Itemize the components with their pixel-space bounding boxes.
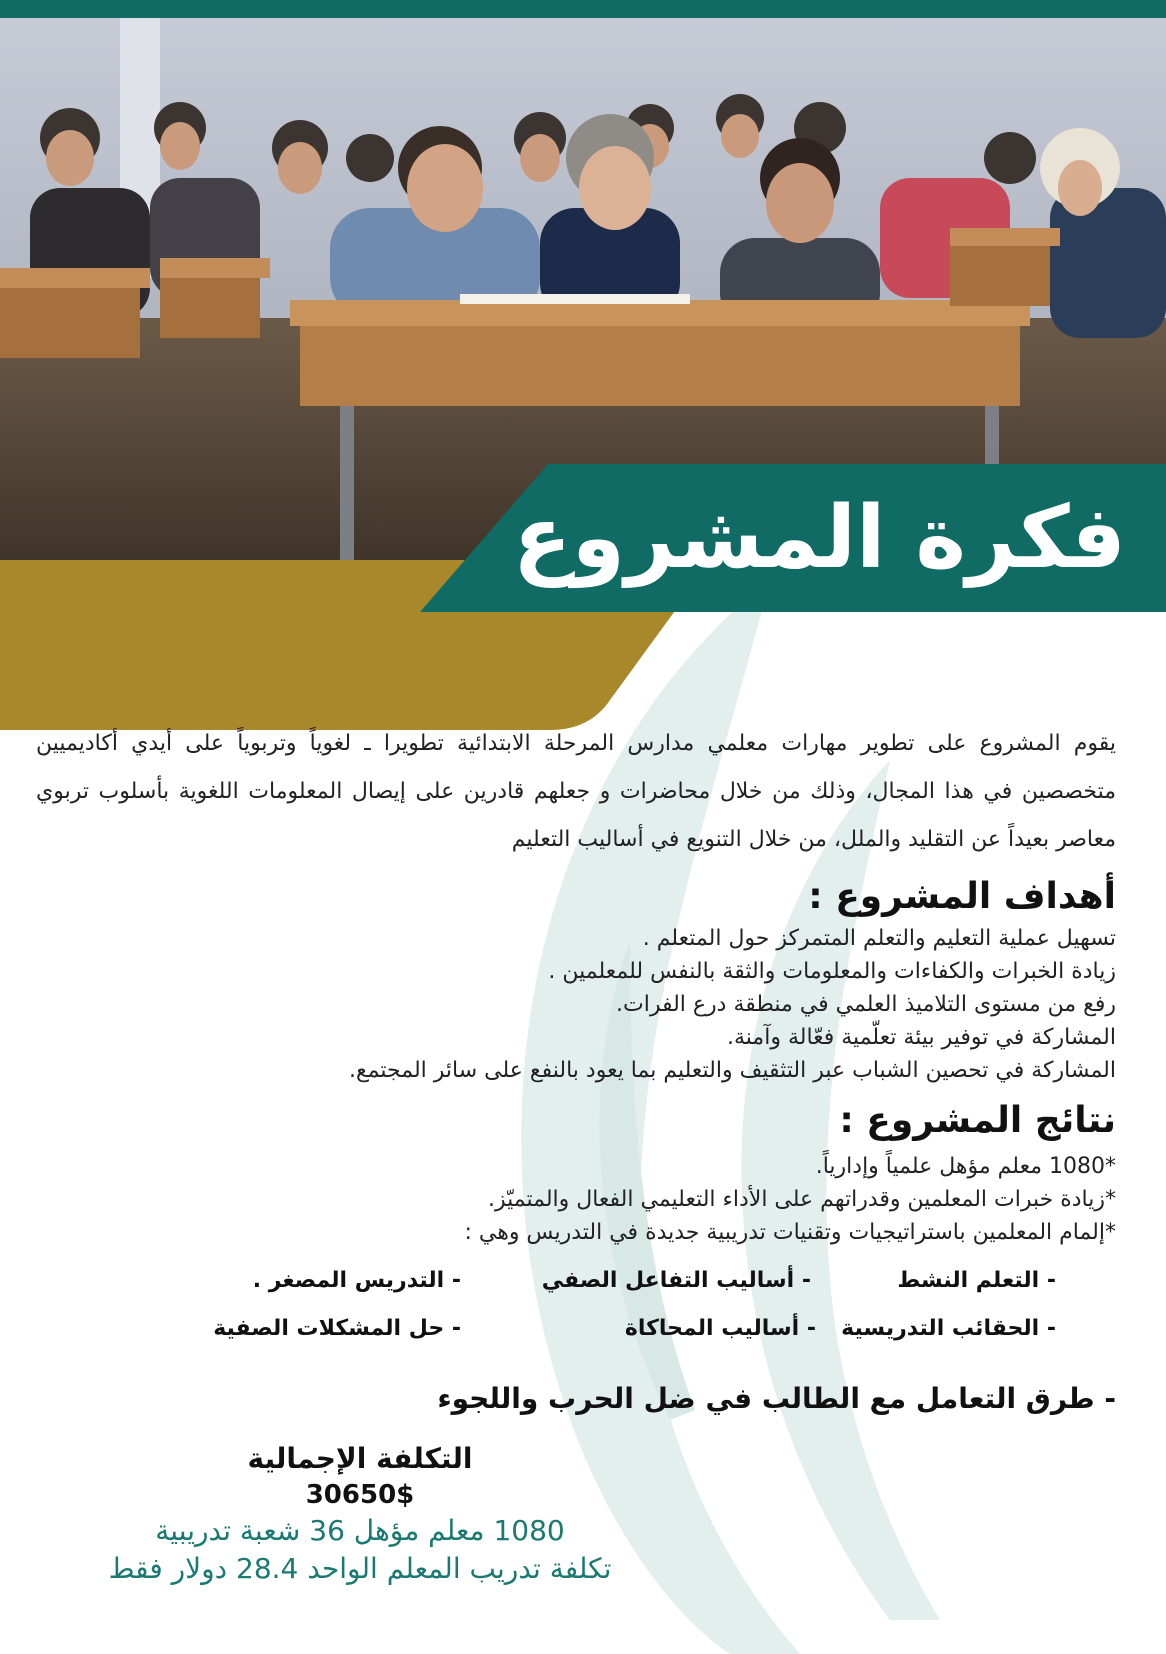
cost-total: 30650$ — [305, 1480, 415, 1510]
goals-list — [36, 922, 1116, 1087]
list-item: *زيادة خبرات المعلمين وقدراتهم على الأداء التعليمي الفعال والمتميّز. — [487, 1187, 1116, 1212]
cost-summary — [80, 1440, 640, 1588]
list-item: المشاركة في تحصين الشباب عبر التثقيف والتعليم بما يعود بالنفع على سائر المجتمع. — [349, 1058, 1116, 1083]
method-active-learning: - التعلم النشط — [897, 1268, 1056, 1293]
method-war-refugee-students: - طرق التعامل مع الطالب في ضل الحرب واللجوء — [437, 1382, 1116, 1415]
list-item: *1080 معلم مؤهل علمياً وإدارياً. — [815, 1154, 1116, 1179]
list-item: تسهيل عملية التعليم والتعلم المتمركز حول المتعلم . — [642, 926, 1116, 951]
goals-heading: أهداف المشروع : — [808, 876, 1116, 917]
method-problem-solving: - حل المشكلات الصفية — [213, 1316, 461, 1341]
cost-per-teacher-line: تكلفة تدريب المعلم الواحد 28.4 دولار فقط — [108, 1552, 612, 1585]
intro-paragraph: يقوم المشروع على تطوير مهارات معلمي مدارس المرحلة الابتدائية تطويرا ـ لغوياً وتربوياً على أيدي أكاديميين متخصصين في هذا المجال، وذلك من خلال محاضرات و جعلهم قادرين على إيصال المعلومات اللغوية بأسلوب تربوي معاصر بعيداً عن التقليد والملل، من خلال التنويع في أساليب التعليم — [36, 731, 1116, 852]
list-item: المشاركة في توفير بيئة تعلّمية فعّالة وآمنة. — [727, 1025, 1116, 1050]
method-teaching-kits: - الحقائب التدريسية — [841, 1316, 1056, 1341]
method-micro-teaching: - التدريس المصغر . — [252, 1268, 461, 1293]
page-title: فكرة المشروع — [512, 488, 1126, 588]
results-heading: نتائج المشروع : — [839, 1100, 1116, 1141]
method-simulation: - أساليب المحاكاة — [624, 1316, 816, 1341]
cost-title: التكلفة الإجمالية — [247, 1442, 473, 1475]
method-class-interaction: - أساليب التفاعل الصفي — [541, 1268, 811, 1293]
results-list — [36, 1150, 1116, 1249]
cost-teachers-line: 1080 معلم مؤهل 36 شعبة تدريبية — [155, 1514, 565, 1547]
list-item: زيادة الخبرات والكفاءات والمعلومات والثقة بالنفس للمعلمين . — [548, 959, 1116, 984]
list-item: *إلمام المعلمين باستراتيجيات وتقنيات تدريبية جديدة في التدريس وهي : — [464, 1220, 1116, 1245]
list-item: رفع من مستوى التلاميذ العلمي في منطقة درع الفرات. — [616, 992, 1116, 1017]
top-color-band — [0, 0, 1166, 18]
